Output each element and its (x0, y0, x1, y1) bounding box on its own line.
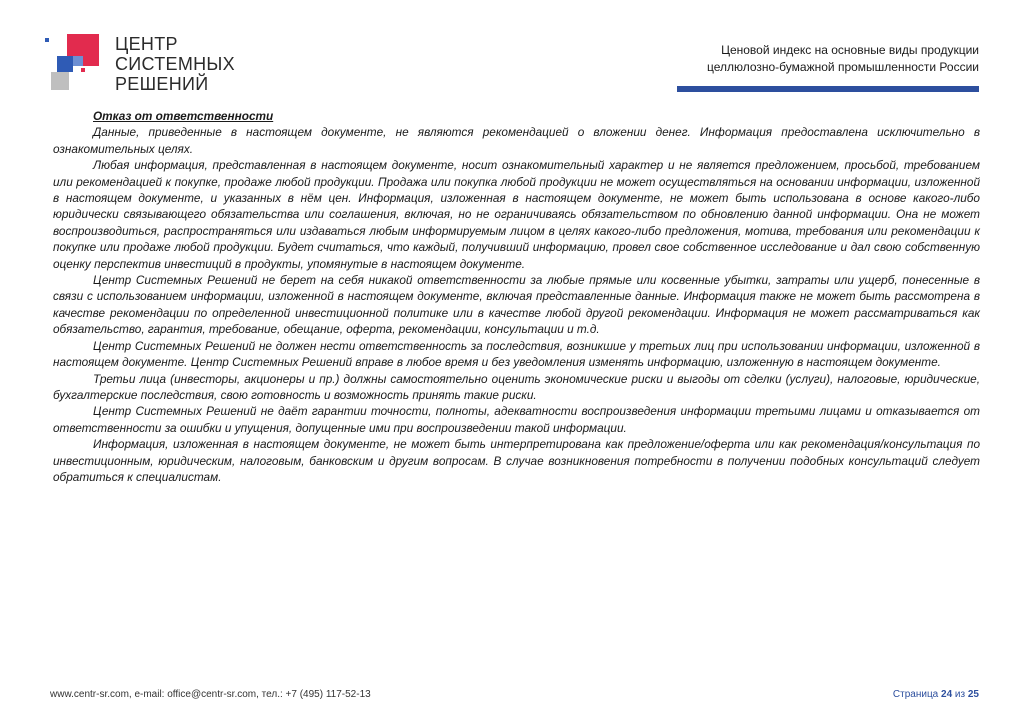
document-title: Ценовой индекс на основные виды продукции целлюлозно-бумажной промышленности России (706, 43, 979, 74)
page-total: 25 (967, 689, 979, 700)
page-separator: из (954, 689, 966, 700)
disclaimer-section (53, 108, 980, 485)
disclaimer-paragraph: Третьи лица (инвесторы, акционеры и пр.) должны самостоятельно оценить экономические риски и выгоды от сделки (услуги), налоговые, юридические, бухгалтерские последствия, свою готовность и возможность принять такие риски. (53, 371, 980, 402)
header-accent-bar (677, 86, 979, 92)
logo-text: ЦЕНТР СИСТЕМНЫХ РЕШЕНИЙ (115, 34, 235, 94)
disclaimer-paragraph: Центр Системных Решений не даёт гарантии точности, полноты, адекватности воспроизведения информации третьими лицами и отказывается от ответственности за ошибки и упущения, допущенные ими при воспроизведении такой информации. (53, 404, 980, 435)
disclaimer-heading: Отказ от ответственности (93, 109, 274, 123)
disclaimer-paragraph: Информация, изложенная в настоящем документе, не может быть интерпретирована как предложение/оферта или как рекомендация/консультация по инвестиционным, юридическим, налоговым, банковским и другим вопросам. В случае возникновения потребности в получении подобных консультаций следует обратиться к специалистам. (53, 437, 980, 484)
page-label: Страница (892, 689, 939, 700)
disclaimer-paragraph: Центр Системных Решений не должен нести ответственность за последствия, возникшие у третьих лиц при использовании информации, изложенной в настоящем документе. Центр Системных Решений вправе в любое время и без уведомления изменять информацию, изложенную в настоящем документе. (53, 338, 980, 370)
company-logo (45, 32, 245, 94)
footer-contacts: www.centr-sr.com, e-mail: office@centr-sr.com, тел.: +7 (495) 117-52-13 (50, 689, 371, 700)
disclaimer-paragraph: Любая информация, представленная в настоящем документе, носит ознакомительный характер и не является предложением, просьбой, требованием или рекомендацией к покупке, продаже любой продукции. Продажа или покупка любой продукции не может осуществляться на основании информации, изложенной в настоящем документе, и указанных в нём цен. Информация, изложенная в настоящем документе, не может быть использована в основе какого-либо юридически связывающего обязательства или соглашения, включая, но не ограничиваясь обязательством по обновлению данной информации. Она не может воспроизводиться, распространяться или издаваться любым информируемым лицом в целях какого-либо предложения, мотива, требования или рекомендации к покупке или продаже любой продукции. Будет считаться, что каждый, получивший информацию, провел свое собственное исследование и дал свою собственную оценку перспектив инвестиций в продукты, упомянутые в настоящем документе. (53, 158, 980, 271)
page-current: 24 (941, 689, 953, 700)
page-number (893, 689, 979, 700)
logo-mark-icon (45, 32, 107, 94)
disclaimer-paragraph: Данные, приведенные в настоящем документе, не являются рекомендацией о вложении денег. Информация предоставлена исключительно в ознакомительных целях. (53, 125, 980, 156)
disclaimer-paragraph: Центр Системных Решений не берет на себя никакой ответственности за любые прямые или косвенные убытки, затраты или ущерб, понесенные в связи с использованием информации, изложенной в настоящем документе, включая представленные данные. Информация также не может быть рассмотрена в качестве рекомендации по определенной инвестиционной политике или в качестве любой другой рекомендации. Информация не может рассматриваться как обязательство, гарантия, требование, обещание, оферта, рекомендации, консультации и т.д. (53, 273, 980, 337)
